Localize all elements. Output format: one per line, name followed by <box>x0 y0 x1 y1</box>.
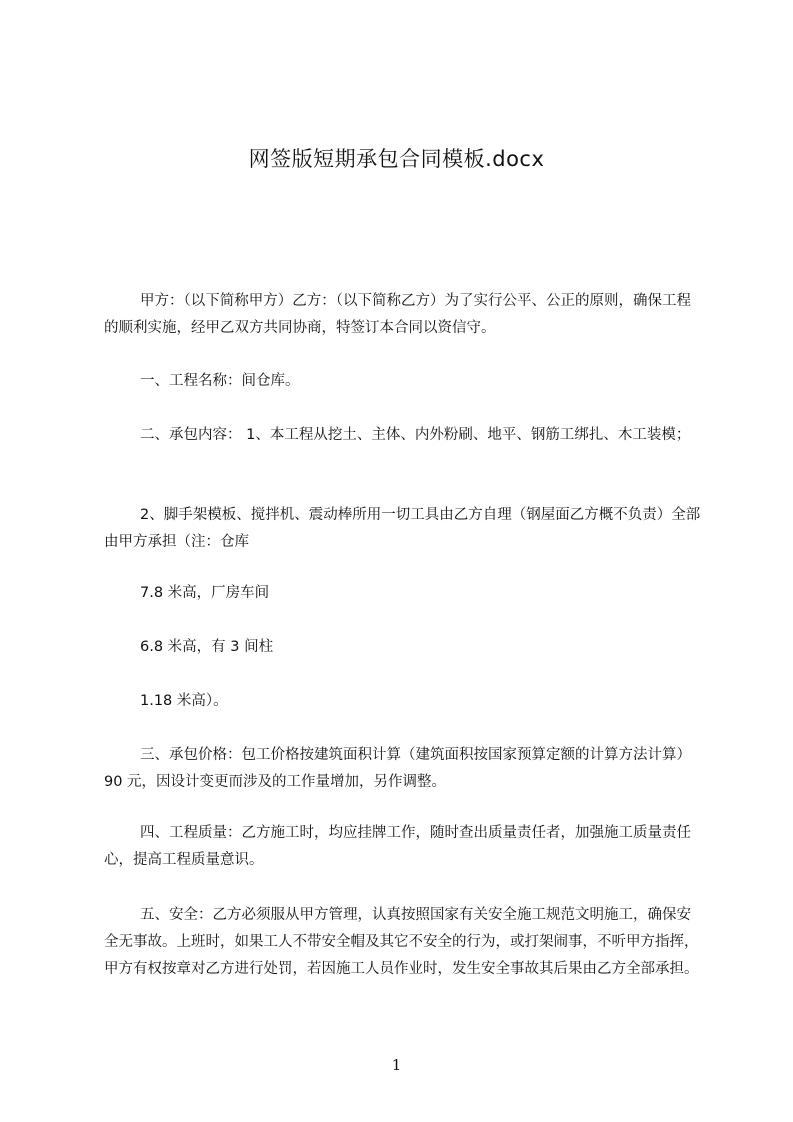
paragraph-height-workshop: 6.8 米高，有 3 间柱 <box>140 639 274 655</box>
page-number: 1 <box>391 1056 402 1074</box>
paragraph-tools: 2、脚手架模板、搅拌机、震动棒所用一切工具由乙方自理（钢屋面乙方概不负责）全部由甲方承担（注：仓库 <box>104 507 701 550</box>
paragraph-contract-scope: 二、承包内容： 1、本工程从挖土、主体、内外粉刷、地平、钢筋工绑扎、木工装模； <box>140 427 691 443</box>
document-title: 网签版短期承包合同模板.docx <box>248 147 545 171</box>
paragraph-quality: 四、工程质量：乙方施工时，均应挂牌工作，随时查出质量责任者，加强施工质量责任心，提高工程质量意识。 <box>104 825 691 868</box>
paragraph-height-warehouse: 7.8 米高，厂房车间 <box>140 585 270 601</box>
paragraph-project-name: 一、工程名称：间仓库。 <box>140 373 300 389</box>
paragraph-height-columns: 1.18 米高）。 <box>140 693 228 709</box>
paragraph-safety: 五、安全：乙方必须服从甲方管理，认真按照国家有关安全施工规范文明施工，确保安全无事故。上班时，如果工人不带安全帽及其它不安全的行为，或打架闹事，不听甲方指挥，甲方有权按章对乙方进行处罚，若因施工人员作业时，发生安全事故其后果由乙方全部承担。 <box>104 907 699 977</box>
paragraph-price: 三、承包价格：包工价格按建筑面积计算（建筑面积按国家预算定额的计算方法计算）90 元，因设计变更而涉及的工作量增加，另作调整。 <box>104 747 691 790</box>
paragraph-preamble: 甲方：（以下简称甲方）乙方：（以下简称乙方）为了实行公平、公正的原则，确保工程的顺利实施，经甲乙双方共同协商，特签订本合同以资信守。 <box>104 293 691 336</box>
